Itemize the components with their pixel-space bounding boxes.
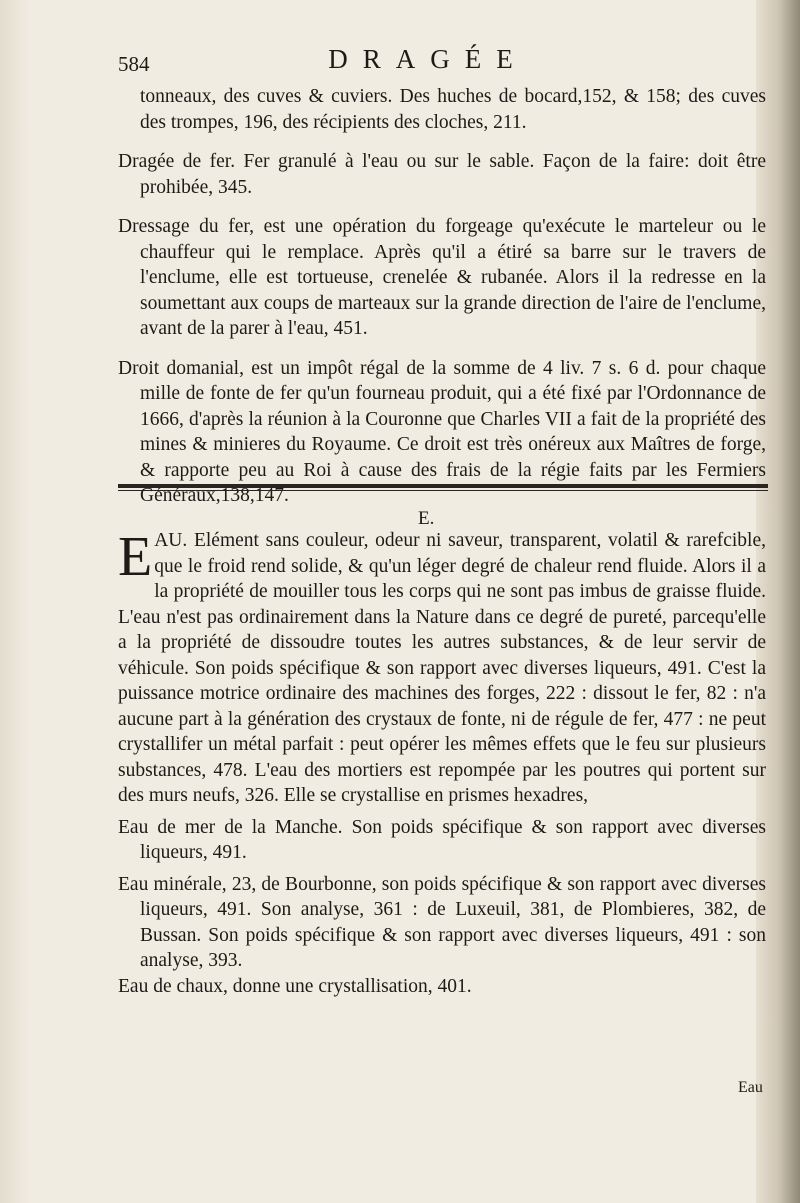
entry-eau-text: AU. Elément sans couleur, odeur ni saveur, transparent, volatil & rarefcible, que le froid rend solide, & qu'un léger degré de chaleur rend fluide. Alors il a la propriété de mouiller tous les corps qui ne sont pas imbus de graisse fluide. L'eau n'est pas ordinairement dans la Nature dans ce degré de pureté, parcequ'elle a la propriété de dissoudre toutes les autres substances, & de leur servir de véhicule. Son poids spécifique & son rapport avec diverses liqueurs, 491. C'est la puissance motrice ordinaire des machines des forges, 222 : dissout le fer, 82 : n'a aucune part à la génération des crystaux de fonte, ni de régule de fer, 477 : ne peut crystallifer un métal parfait : peut opérer les mêmes effets que le feu sur plusieurs substances, 478. L'eau des mortiers est repompée par les poutres qui portent sur des murs neufs, 326. Elle se crystallise en prismes hexadres, (118, 530, 766, 806)
section-divider (118, 484, 768, 491)
entry-continuation: tonneaux, des cuves & cuviers. Des huches de bocard,152, & 158; des cuves des trompes, 196, des récipients des cloches, 211. (140, 86, 766, 133)
drop-cap: E (118, 526, 153, 588)
page-header (118, 44, 678, 80)
entry-eau (118, 528, 766, 809)
entry-eau-minerale: Eau minérale, 23, de Bourbonne, son poids spécifique & son rapport avec diverses liqueurs, 491. Son analyse, 361 : de Luxeuil, 381, de Plombieres, 382, de Bussan. Son poids spécifique & son rapport avec diverses liqueurs, 491 : son analyse, 393. (118, 873, 766, 971)
entry-droit-domanial: Droit domanial, est un impôt régal de la somme de 4 liv. 7 s. 6 d. pour chaque mille de fonte de fer qu'un fourneau produit, qui a été fixé par l'Ordonnance de 1666, d'après la réunion à la Couronne que Charles VII a fait de la propriété des mines & minieres du Royaume. Ce droit est très onéreux aux Maîtres de forge, & rapporte peu au Roi à cause des frais de la régie faits par les Fermiers Généraux,138,147. (118, 357, 766, 506)
entry-dressage-du-fer: Dressage du fer, est une opération du forgeage qu'exécute le marteleur ou le chauffeur qui le remplace. Après qu'il a étiré sa barre sur le travers de l'enclume, elle est tortueuse, crenelée & rubanée. Alors il la redresse en la soumettant aux coups de marteaux sur la grande direction de l'aire de l'enclume, avant de la parer à l'eau, 451. (118, 216, 766, 339)
entry-eau-de-mer: Eau de mer de la Manche. Son poids spécifique & son rapport avec diverses liqueurs, 491. (118, 816, 766, 863)
dictionary-entries-e (118, 528, 766, 999)
section-letter: E. (418, 508, 435, 529)
entry-eau-de-chaux: Eau de chaux, donne une crystallisation, 401. (118, 975, 472, 997)
entry-dragee-de-fer: Dragée de fer. Fer granulé à l'eau ou sur le sable. Façon de la faire: doit être prohibée, 345. (118, 151, 766, 198)
running-title: DRAGÉE (328, 44, 528, 74)
dictionary-entries-d (118, 84, 766, 509)
page-shadow-left (0, 0, 30, 1203)
page-number: 584 (118, 52, 150, 76)
catchword: Eau (738, 1079, 763, 1096)
